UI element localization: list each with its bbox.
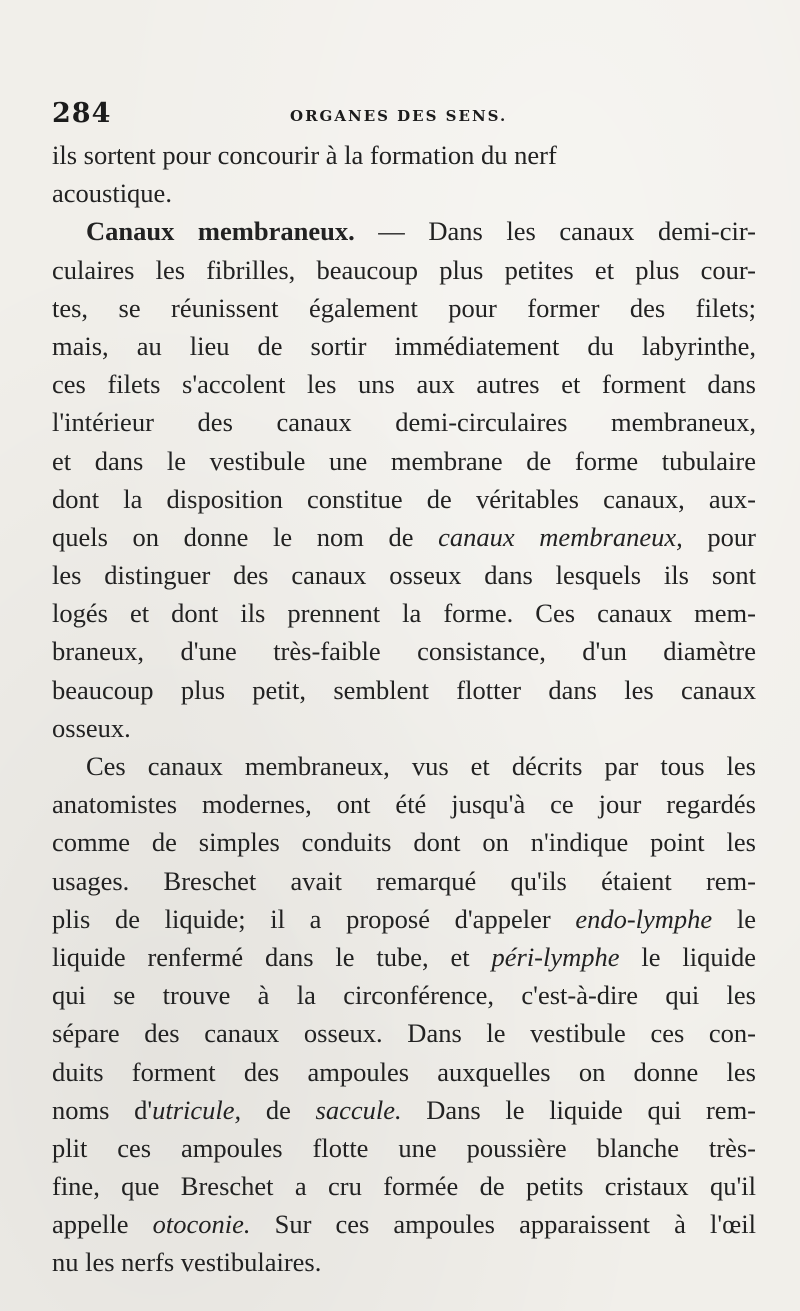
text-line [52,365,756,403]
text-line [52,1167,756,1205]
text-segment: acoustique. [52,178,172,209]
italic-text: utricule, [152,1094,242,1125]
text-segment: beaucoup plus petit, semblent flotter dans les canaux [52,674,756,705]
text-segment: Ces canaux membraneux, vus et décrits par tous les [86,751,756,781]
text-line [52,518,756,556]
text-segment: duits forment des ampoules auxquelles on donne les [52,1056,756,1087]
italic-text: saccule. [315,1094,402,1125]
page-header [52,98,752,132]
text-segment: de [241,1094,316,1125]
text-line [52,862,756,900]
text-segment: Dans le liquide qui rem- [401,1094,757,1125]
text-segment: comme de simples conduits dont on n'indique point les [52,827,756,858]
text-line [52,1091,756,1129]
text-line [52,938,756,976]
text-line [52,1014,756,1052]
text-line [52,1129,756,1167]
text-segment: usages. Breschet avait remarqué qu'ils étaient rem- [52,865,756,896]
text-segment: noms d' [52,1094,153,1125]
text-segment: tes, se réunissent également pour former des filets; [52,292,756,323]
italic-text: endo-lymphe [575,903,713,934]
text-line [52,289,756,327]
text-segment: sépare des canaux osseux. Dans le vestibule ces con- [52,1018,756,1049]
text-segment: Sur ces ampoules apparaissent à l'œil [250,1209,756,1240]
text-line [52,251,756,289]
text-segment: nu les nerfs vestibulaires. [52,1247,322,1278]
text-line [52,594,756,632]
text-line [52,480,756,518]
text-line [52,327,756,365]
text-segment: osseux. [52,712,131,743]
text-line [52,785,756,823]
text-segment: qui se trouve à la circonférence, c'est-à-dire qui les [52,980,756,1011]
text-line [52,900,756,938]
text-line [52,671,756,709]
body-text [52,136,756,1282]
text-segment: culaires les fibrilles, beaucoup plus petites et plus cour- [52,254,756,285]
text-segment: le [712,903,756,934]
italic-text: péri-lymphe [491,941,620,972]
text-segment: les distinguer des canaux osseux dans lesquels ils sont [52,560,756,591]
text-segment: braneux, d'une très-faible consistance, d'un diamètre [52,636,756,667]
text-segment: le liquide [619,941,757,972]
text-segment: ils sortent pour concourir à la formation du nerf [52,140,557,170]
text-line [52,212,756,250]
text-segment: mais, au lieu de sortir immédiatement du labyrinthe, [52,330,756,361]
text-line [52,632,756,670]
text-segment: — Dans les canaux demi-cir- [354,216,756,247]
text-segment: dont la disposition constitue de véritables canaux, aux- [52,483,756,514]
text-segment: anatomistes modernes, ont été jusqu'à ce jour regardés [52,789,756,820]
text-segment: et dans le vestibule une membrane de forme tubulaire [52,445,756,476]
text-segment: liquide renfermé dans le tube, et [52,941,492,972]
text-line [52,709,756,747]
text-line [52,556,756,594]
text-segment: quels on donne le nom de [52,521,439,552]
text-line [52,747,756,785]
text-line [52,403,756,441]
text-segment: plit ces ampoules flotte une poussière blanche très- [52,1132,756,1163]
text-line [52,823,756,861]
text-segment: ces filets s'accolent les uns aux autres et forment dans [52,369,756,400]
text-line [52,976,756,1014]
text-segment: fine, que Breschet a cru formée de petits cristaux qu'il [52,1171,756,1202]
text-segment: plis de liquide; il a proposé d'appeler [52,903,576,934]
text-segment: l'intérieur des canaux demi-circulaires membraneux, [52,407,756,438]
text-segment: logés et dont ils prennent la forme. Ces canaux mem- [52,598,756,629]
page-number: 284 [52,98,112,129]
text-line [52,1053,756,1091]
text-line [52,136,756,174]
bold-text: Canaux membraneux. [86,216,355,247]
text-segment: appelle [52,1209,153,1240]
text-line [52,1205,756,1243]
text-segment: pour [682,521,756,552]
text-line [52,1243,756,1281]
running-title: ORGANES DES SENS. [290,107,508,125]
italic-text: canaux membraneux, [438,521,683,552]
text-line [52,174,756,212]
text-line [52,442,756,480]
italic-text: otoconie. [152,1209,251,1240]
